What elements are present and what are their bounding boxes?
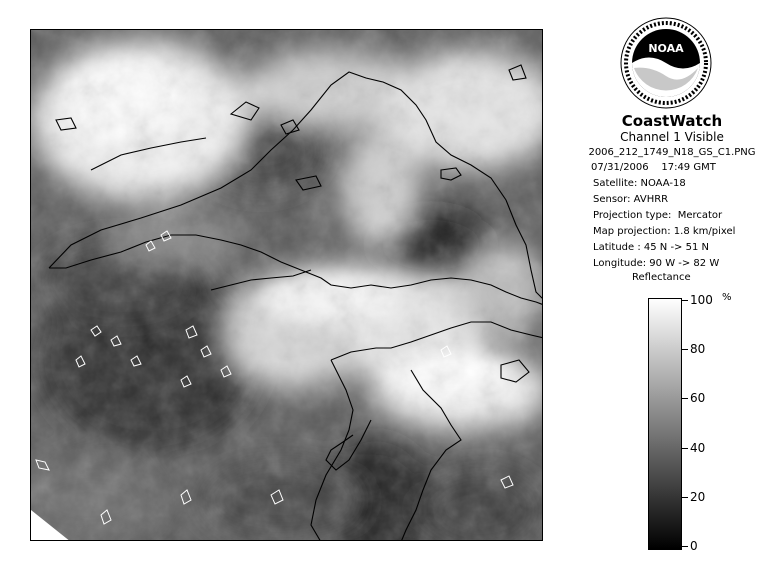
colorbar-tick-label: 60 bbox=[690, 391, 706, 406]
noaa-logo bbox=[619, 16, 713, 110]
sensor-info: Sensor: AVHRR bbox=[593, 194, 669, 205]
file-name: 2006_212_1749_N18_GS_C1.PNG bbox=[588, 147, 756, 158]
satellite-info: Satellite: NOAA-18 bbox=[593, 178, 686, 189]
latitude-range: Latitude : 45 N -> 51 N bbox=[593, 242, 709, 253]
colorbar-tick-label: 80 bbox=[690, 342, 706, 357]
brand-title: CoastWatch bbox=[621, 112, 723, 130]
colorbar-tick-label: 0 bbox=[690, 539, 698, 553]
colorbar-unit: % bbox=[722, 292, 732, 303]
colorbar-tick-mark bbox=[682, 398, 688, 399]
satellite-image-panel bbox=[30, 29, 543, 541]
colorbar-tick-label: 100 bbox=[690, 293, 713, 307]
map-projection: Map projection: 1.8 km/pixel bbox=[593, 226, 736, 237]
date-time: 07/31/2006 17:49 GMT bbox=[591, 162, 716, 173]
channel-label: Channel 1 Visible bbox=[620, 130, 724, 144]
colorbar-tick-label: 40 bbox=[690, 440, 706, 455]
colorbar-tick-mark bbox=[682, 349, 688, 350]
colorbar-tick-label: 20 bbox=[690, 489, 706, 504]
colorbar-tick-mark bbox=[682, 497, 688, 498]
satellite-reflectance-image bbox=[31, 30, 543, 541]
longitude-range: Longitude: 90 W -> 82 W bbox=[593, 258, 720, 269]
colorbar-tick-mark bbox=[682, 546, 688, 547]
projection-type: Projection type: Mercator bbox=[593, 210, 723, 221]
colorbar-title: Reflectance bbox=[632, 272, 691, 283]
noaa-emblem-icon bbox=[619, 16, 713, 110]
colorbar-tick-mark bbox=[682, 448, 688, 449]
colorbar-tick-mark bbox=[682, 300, 688, 301]
reflectance-colorbar bbox=[648, 298, 682, 550]
noaa-logo-text: NOAA bbox=[648, 42, 684, 55]
